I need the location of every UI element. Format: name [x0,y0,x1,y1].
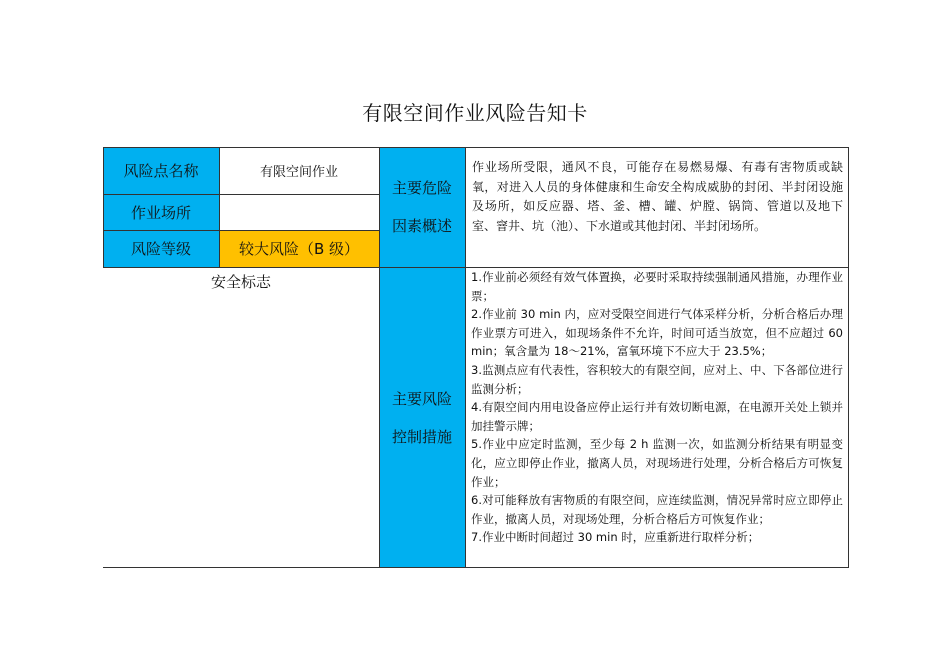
rule-right [848,147,849,568]
hazard-description [465,147,849,267]
rule-row1 [103,194,379,195]
document-title: 有限空间作业风险告知卡 [362,101,588,125]
rule-mid [103,267,849,268]
risk-level-label [103,230,219,267]
risk-level-value [219,230,379,267]
measure-item: 4.有限空间内用电设备应停止运行并有效切断电源，在电源开关处上锁并加挂警示牌； [471,400,843,433]
rule-left-col-right [379,147,380,568]
rule-top [103,147,849,148]
measure-item: 6.对可能释放有害物质的有限空间，应连续监测，情况异常时应立即停止作业，撤离人员，对现场处理，分析合格后方可恢复作业； [471,493,843,526]
risk-level-value-text: 较大风险（B 级） [238,240,360,258]
rule-left [103,147,104,267]
control-measures-list [471,268,843,547]
control-measures [465,267,849,568]
risk-level-label-text: 风险等级 [130,240,191,258]
rule-right-label [465,147,466,568]
rule-bottom [103,567,849,568]
hazard-label-line2: 因素概述 [391,217,452,235]
risk-point-name-label [103,147,219,194]
control-label-line1: 主要风险 [391,389,452,408]
measure-item: 2.作业前 30 min 内，应对受限空间进行气体采样分析，分析合格后办理作业票方可进入，如现场条件不允许，时间可适当放宽，但不应超过 60min；氧含量为 18～21%，富氧环境下不应大于 23.5%； [471,307,843,359]
measure-item: 3.监测点应有代表性，容积较大的有限空间，应对上、中、下各部位进行监测分析； [471,362,843,396]
hazard-overview-label [379,147,465,267]
hazard-label-line1: 主要危险 [391,179,452,197]
safety-signs-label: 安全标志 [210,273,271,291]
risk-point-name-value-text: 有限空间作业 [259,165,338,180]
hazard-description-text: 作业场所受限，通风不良，可能存在易燃易爆、有毒有害物质或缺氧，对进入人员的身体健康和生命安全构成威胁的封闭、半封闭设施及场所，如反应器、塔、釜、槽、罐、炉膛、锅筒、管道以及地下室、窨井、坑（池）、下水道或其他封闭、半封闭场所。 [472,160,843,233]
measure-item: 5.作业中应定时监测，至少每 2 h 监测一次，如监测分析结果有明显变化，应立即停止作业，撤离人员，对现场进行处理，分析合格后方可恢复作业； [471,437,843,489]
work-site-label [103,194,219,230]
safety-signs-area [103,267,379,297]
measure-item: 1.作业前必须经有效气体置换，必要时采取持续强制通风措施，办理作业票； [471,270,843,303]
risk-point-name-label-text: 风险点名称 [123,162,199,180]
work-site-label-text: 作业场所 [130,203,191,222]
rule-row2 [103,230,379,231]
control-measures-label [379,267,465,568]
risk-point-name-value [219,147,379,194]
rule-label-value [219,147,220,267]
measure-item: 7.作业中断时间超过 30 min 时，应重新进行取样分析； [471,530,760,545]
control-label-line2: 控制措施 [391,427,452,446]
work-site-value [219,194,379,230]
risk-notice-card [103,147,849,568]
